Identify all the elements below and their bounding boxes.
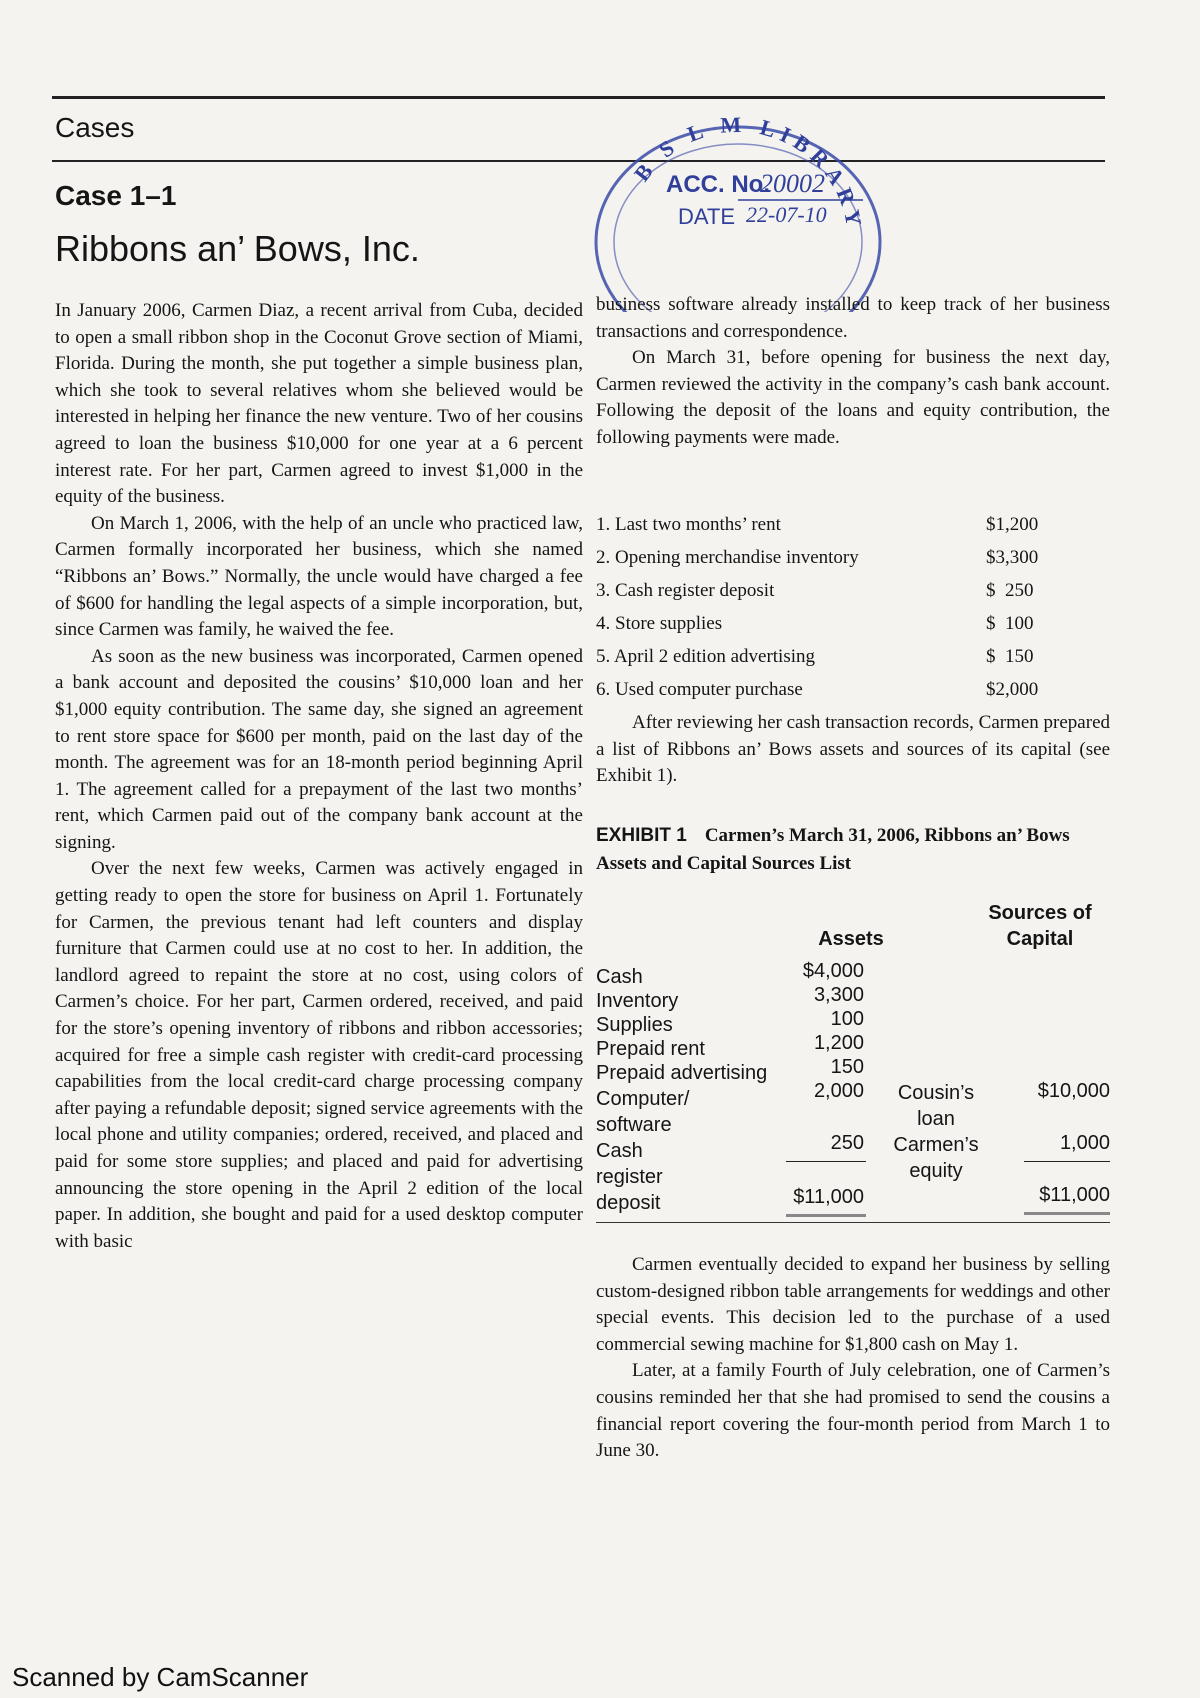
paragraph: As soon as the new business was incorporated, Carmen opened a bank account and deposited the cousins’ $10,000 loan and her $1,000 equity contribution. The same day, she signed an agreement to rent store space for $600 per month, paid on the last day of the month. The agreement was for an 18-month period beginning April 1. The agreement called for a prepayment of the last two months’ rent, which Carmen paid out of the company bank account at the signing. xyxy=(55,645,583,853)
right-column-top xyxy=(596,292,1110,452)
asset-value: 3,300 xyxy=(813,984,864,1006)
payment-label: 4. Store supplies xyxy=(596,613,723,634)
total-assets: $11,000 xyxy=(793,1186,864,1208)
paragraph: Later, at a family Fourth of July celebration, one of Carmen’s cousins reminded her that she had promised to send the cousins a financial report covering the four-month period from March 1 to June 30. xyxy=(596,1360,1110,1462)
paragraph: On March 31, before opening for business the next day, Carmen reviewed the activity in the company’s cash bank account. Following the deposit of the loans and equity contribution, the following payments were made. xyxy=(596,347,1110,448)
source-label: Cousin’s loan xyxy=(897,1082,975,1130)
scanner-watermark: Scanned by CamScanner xyxy=(12,1662,309,1692)
section-rule xyxy=(52,160,1105,162)
asset-value: 150 xyxy=(830,1056,864,1078)
top-rule xyxy=(52,96,1105,99)
case-number: Case 1–1 xyxy=(55,180,177,211)
asset-value: $4,000 xyxy=(802,960,864,982)
total-double-rule xyxy=(1024,1212,1110,1215)
asset-label: Supplies xyxy=(596,1014,673,1036)
payment-label: 2. Opening merchandise inventory xyxy=(596,547,859,568)
right-column-middle xyxy=(596,710,1110,790)
payment-label: 5. April 2 edition advertising xyxy=(596,646,816,667)
payment-amount: $1,200 xyxy=(986,514,1039,535)
paragraph: business software already installed to keep track of her business transactions and correspondence. xyxy=(596,294,1110,342)
asset-label: Inventory xyxy=(596,990,679,1012)
asset-label: Computer/ software xyxy=(596,1088,690,1136)
section-heading: Cases xyxy=(55,112,135,143)
payment-amount: $ 100 xyxy=(986,613,1034,634)
exhibit-table xyxy=(596,884,1110,1224)
exhibit-caption: Carmen’s March 31, 2006, Ribbons an’ Bows Assets and Capital Sources List xyxy=(596,825,1070,874)
source-label: Carmen’s equity xyxy=(893,1134,979,1182)
paragraph: Carmen eventually decided to expand her business by selling custom-designed ribbon table arrangements for weddings and other special events. This decision led to the purchase of a used commercial sewing machine for $1,800 cash on May 1. xyxy=(596,1254,1110,1355)
asset-value: 250 xyxy=(830,1132,864,1154)
total-double-rule xyxy=(786,1214,866,1217)
asset-value: 2,000 xyxy=(813,1080,864,1102)
asset-label: Cash xyxy=(596,966,643,988)
list-item xyxy=(596,508,1066,541)
asset-value: 100 xyxy=(830,1008,864,1030)
exhibit-1 xyxy=(596,822,1110,1224)
asset-label: Cash register deposit xyxy=(596,1140,663,1214)
stamp-date-value: 22-07-10 xyxy=(746,202,827,227)
paragraph: After reviewing her cash transaction records, Carmen prepared a list of Ribbons an’ Bows assets and sources of its capital (see Exhibit 1). xyxy=(596,712,1110,787)
stamp-date-label: DATE xyxy=(678,204,736,229)
payments-list xyxy=(596,508,1066,706)
subtotal-rule xyxy=(1024,1161,1110,1162)
left-column xyxy=(55,298,583,1255)
paragraph: On March 1, 2006, with the help of an uncle who practiced law, Carmen formally incorporated her business, which she named “Ribbons an’ Bows.” Normally, the uncle would have charged a fee of $600 for handling the legal aspects of a simple incorporation, but, since Carmen was family, he waived the fee. xyxy=(55,512,583,641)
list-item xyxy=(596,541,1066,574)
payment-label: 1. Last two months’ rent xyxy=(596,514,781,535)
payment-amount: $2,000 xyxy=(986,679,1039,700)
list-item xyxy=(596,607,1066,640)
payment-label: 6. Used computer purchase xyxy=(596,679,803,700)
stamp-library: B S L M LIBRARY xyxy=(628,112,868,234)
paragraph: In January 2006, Carmen Diaz, a recent arrival from Cuba, decided to open a small ribbon shop in the Coconut Grove section of Miami, Florida. During the month, she put together a simple business plan, which she took to several relatives whom she believed would be interested in helping her finance the new venture. Two of her cousins agreed to loan the business $10,000 for one year at a 6 percent interest rate. For her part, Carmen agreed to invest $1,000 in the equity of the business. xyxy=(55,300,583,508)
exhibit-tag: EXHIBIT 1 xyxy=(596,825,687,846)
asset-label: Prepaid rent xyxy=(596,1038,705,1060)
source-value: 1,000 xyxy=(1059,1132,1110,1154)
subtotal-rule xyxy=(786,1161,866,1162)
payment-amount: $ 250 xyxy=(986,580,1034,601)
stamp-acc-value: 20002 xyxy=(760,169,825,198)
exhibit-title xyxy=(596,822,1110,878)
asset-value: 1,200 xyxy=(813,1032,864,1054)
total-sources: $11,000 xyxy=(1039,1184,1110,1206)
stamp-acc-label: ACC. No. xyxy=(666,171,770,198)
exhibit-bottom-rule xyxy=(596,1222,1110,1223)
list-item xyxy=(596,574,1066,607)
source-value: $10,000 xyxy=(1037,1080,1110,1102)
paragraph: Over the next few weeks, Carmen was actively engaged in getting ready to open the store for business on April 1. Fortunately for Carmen, the previous tenant had left counters and display furniture that Carmen could use at no cost to her. In addition, the landlord agreed to repaint the store at no cost, using colors of Carmen’s choice. For her part, Carmen ordered, received, and paid for the store’s opening inventory of ribbons and ribbon accessories; acquired for free a simple cash register with credit-card processing capabilities from the local credit-card charge processing company after paying a refundable deposit; signed service agreements with the local phone and utility companies; ordered, received, and placed and paid for some store supplies; and placed and paid for advertising announcing the store opening in the April 2 edition of the local paper. In addition, she bought and paid for a used desktop computer with basic xyxy=(55,858,583,1252)
payment-amount: $ 150 xyxy=(986,646,1034,667)
case-title: Ribbons an’ Bows, Inc. xyxy=(55,228,420,269)
list-item xyxy=(596,640,1066,673)
asset-label: Prepaid advertising xyxy=(596,1062,768,1084)
column-header-sources: Sources of Capital xyxy=(988,902,1092,950)
payment-amount: $3,300 xyxy=(986,547,1039,568)
right-column-bottom xyxy=(596,1252,1110,1465)
list-item xyxy=(596,673,1066,706)
column-header-assets: Assets xyxy=(818,928,884,950)
library-stamp xyxy=(588,112,888,312)
payment-label: 3. Cash register deposit xyxy=(596,580,775,601)
